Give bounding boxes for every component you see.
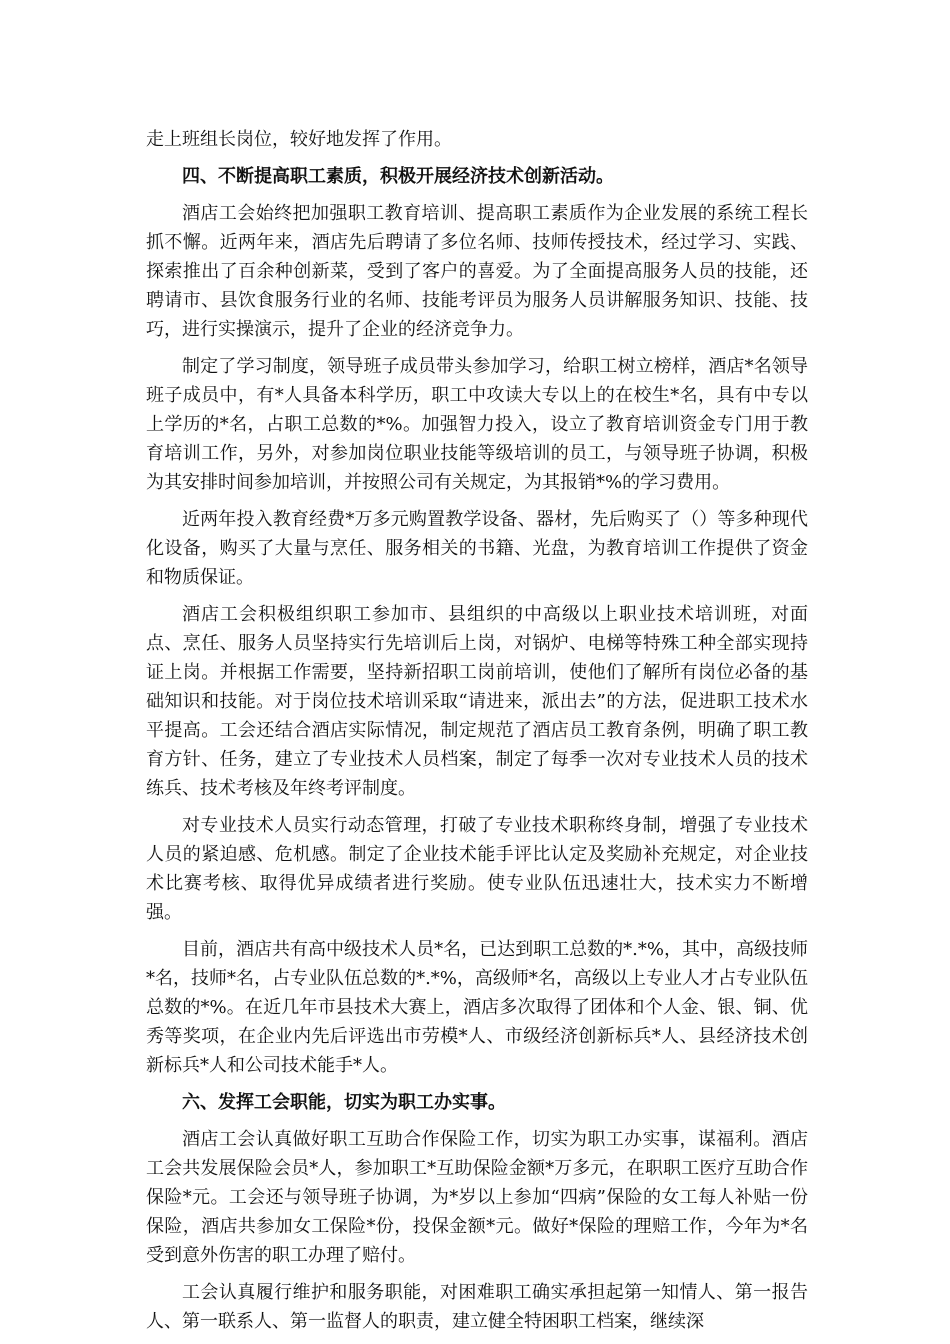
paragraph: 工会认真履行维护和服务职能，对困难职工确实承担起第一知情人、第一报告人、第一联系人、第一监督人的职责，建立健全特困职工档案，继续深 (146, 1282, 808, 1332)
paragraph: 酒店工会认真做好职工互助合作保险工作，切实为职工办实事，谋福利。酒店工会共发展保险会员*人，参加职工*互助保险金额*万多元，在职职工医疗互助合作保险*元。工会还与领导班子协调，为*岁以上参加“四病”保险的女工每人补贴一份保险，酒店共参加女工保险*份，投保金额*元。做好*保险的理赔工作，今年为*名受到意外伤害的职工办理了赔付。 (146, 1129, 808, 1266)
section-heading-six: 六、发挥工会职能，切实为职工办实事。 (182, 1092, 506, 1113)
paragraph: 酒店工会积极组织职工参加市、县组织的中高级以上职业技术培训班，对面点、烹任、服务人员坚持实行先培训后上岗，对锅炉、电梯等特殊工种全部实现持证上岗。并根据工作需要，坚持新招职工岗前培训，使他们了解所有岗位必备的基础知识和技能。对于岗位技术培训采取“请进来，派出去”的方法，促进职工技术水平提高。工会还结合酒店实际情况，制定规范了酒店员工教育条例，明确了职工教育方针、任务，建立了专业技术人员档案，制定了每季一次对专业技术人员的技术练兵、技术考核及年终考评制度。 (146, 604, 808, 799)
paragraph: 目前，酒店共有高中级技术人员*名，已达到职工总数的*.*%，其中，高级技师*名，技师*名，占专业队伍总数的*.*%，高级师*名，高级以上专业人才占专业队伍总数的*%。在近几年市县技术大赛上，酒店多次取得了团体和个人金、银、铜、优秀等奖项，在企业内先后评选出市劳模*人、市级经济创新标兵*人、县经济技术创新标兵*人和公司技术能手*人。 (146, 939, 808, 1076)
paragraph: 酒店工会始终把加强职工教育培训、提高职工素质作为企业发展的系统工程长抓不懈。近两年来，酒店先后聘请了多位名师、技师传授技术，经过学习、实践、探索推出了百余种创新菜，受到了客户的喜爱。为了全面提高服务人员的技能，还聘请市、县饮食服务行业的名师、技能考评员为服务人员讲解服务知识、技能、技巧，进行实操演示，提升了企业的经济竞争力。 (146, 203, 808, 340)
paragraph-continuation: 走上班组长岗位，较好地发挥了作用。 (146, 129, 452, 150)
paragraph: 对专业技术人员实行动态管理，打破了专业技术职称终身制，增强了专业技术人员的紧迫感、危机感。制定了企业技术能手评比认定及奖励补充规定，对企业技术比赛考核、取得优异成绩者进行奖励。使专业队伍迅速壮大，技术实力不断增强。 (146, 815, 808, 923)
section-heading-four: 四、不断提高职工素质，积极开展经济技术创新活动。 (182, 166, 614, 187)
paragraph: 近两年投入教育经费*万多元购置教学设备、器材，先后购买了（）等多种现代化设备，购买了大量与烹任、服务相关的书籍、光盘，为教育培训工作提供了资金和物质保证。 (146, 509, 808, 588)
paragraph: 制定了学习制度，领导班子成员带头参加学习，给职工树立榜样，酒店*名领导班子成员中，有*人具备本科学历，职工中攻读大专以上的在校生*名，具有中专以上学历的*名，占职工总数的*%。加强智力投入，设立了教育培训资金专门用于教育培训工作，另外，对参加岗位职业技能等级培训的员工，与领导班子协调，积极为其安排时间参加培训，并按照公司有关规定，为其报销*%的学习费用。 (146, 356, 808, 493)
document-body (146, 125, 808, 1344)
